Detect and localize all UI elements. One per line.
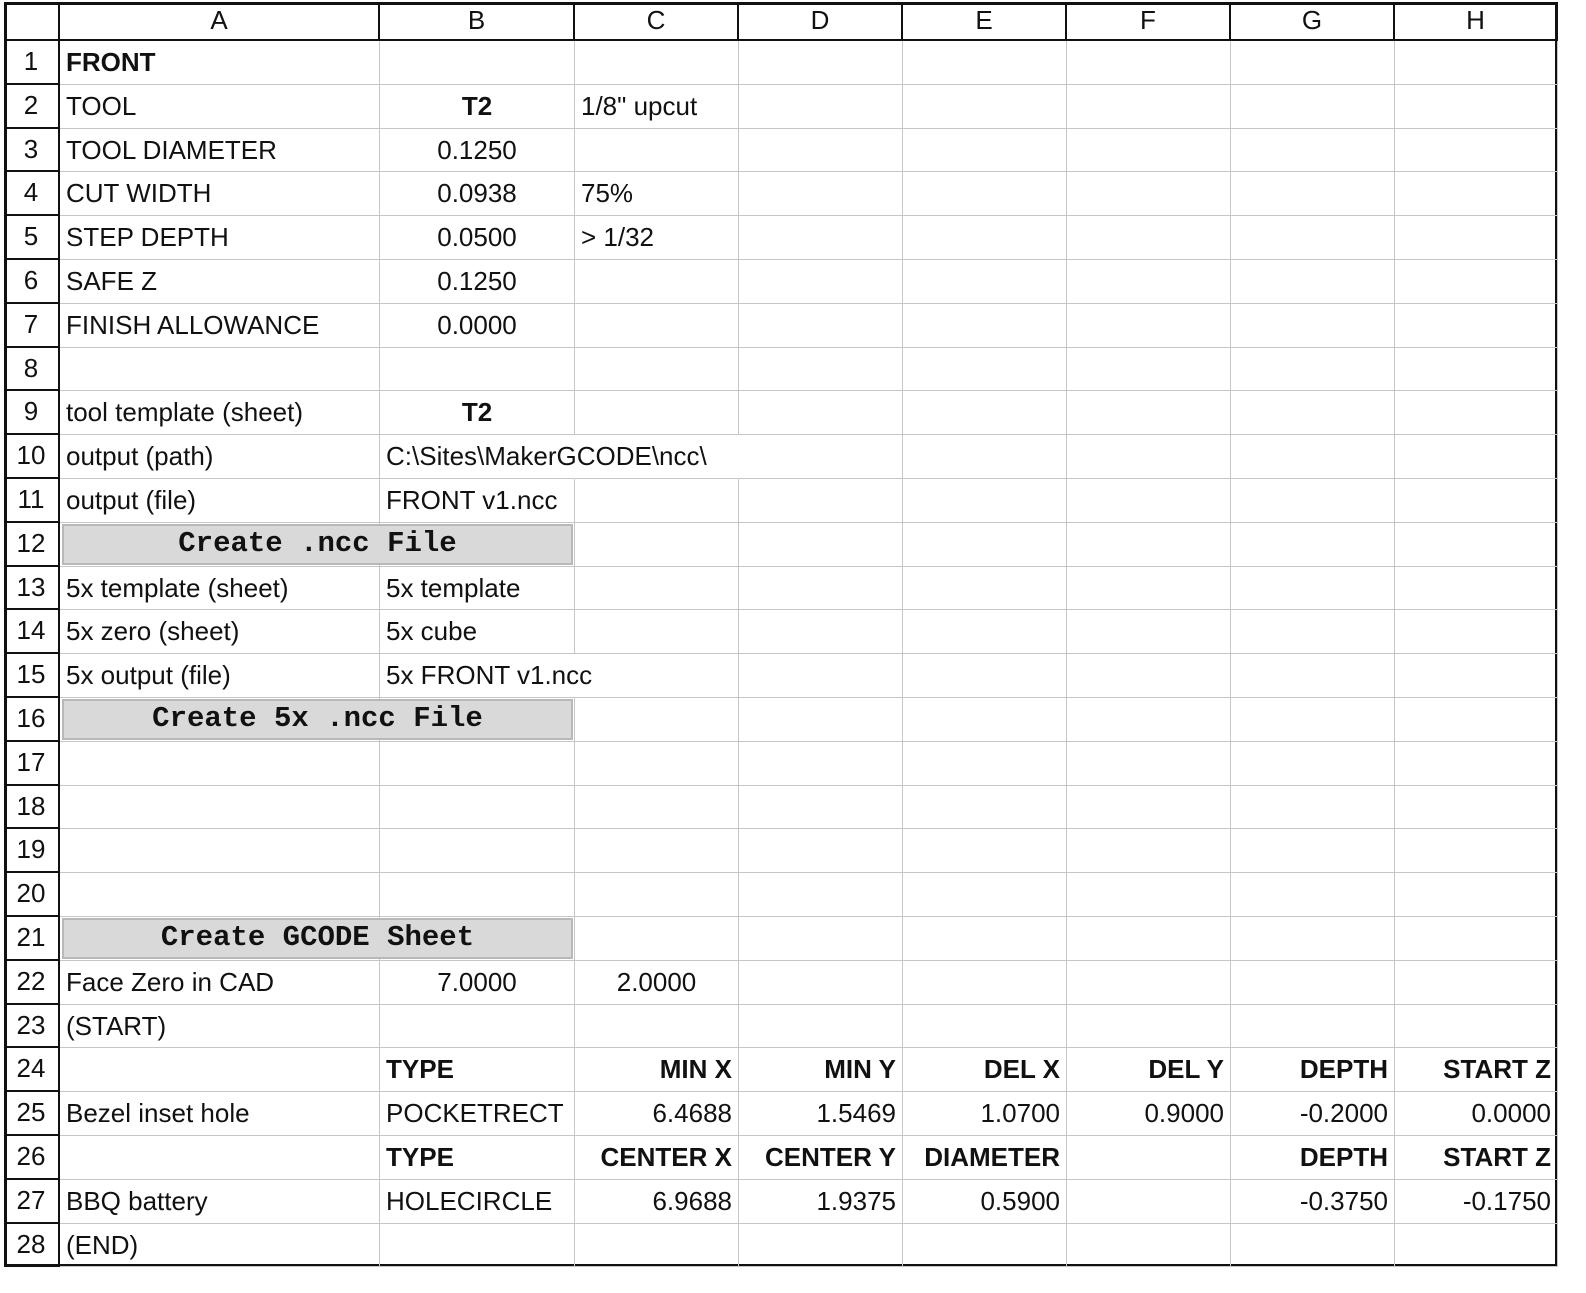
cell-E5[interactable] xyxy=(903,216,1067,260)
cell-C14[interactable] xyxy=(575,610,739,654)
cell-B3[interactable]: 0.1250 xyxy=(380,129,575,173)
cell-C8[interactable] xyxy=(575,348,739,392)
cell-C7[interactable] xyxy=(575,304,739,348)
cell-B22[interactable]: 7.0000 xyxy=(380,961,575,1005)
row-header-12[interactable]: 12 xyxy=(4,523,60,567)
cell-D5[interactable] xyxy=(739,216,903,260)
cell-E26[interactable]: DIAMETER xyxy=(903,1136,1067,1180)
cell-F6[interactable] xyxy=(1067,260,1231,304)
cell-E14[interactable] xyxy=(903,610,1067,654)
cell-E1[interactable] xyxy=(903,41,1067,85)
cell-B17[interactable] xyxy=(380,742,575,786)
cell-A23[interactable]: (START) xyxy=(60,1005,380,1049)
cell-A18[interactable] xyxy=(60,786,380,830)
cell-F20[interactable] xyxy=(1067,873,1231,917)
cell-F25[interactable]: 0.9000 xyxy=(1067,1092,1231,1136)
cell-D13[interactable] xyxy=(739,567,903,611)
cell-G20[interactable] xyxy=(1231,873,1395,917)
cell-H16[interactable] xyxy=(1395,698,1558,742)
cell-G4[interactable] xyxy=(1231,172,1395,216)
cell-D21[interactable] xyxy=(739,917,903,961)
cell-H25[interactable]: 0.0000 xyxy=(1395,1092,1558,1136)
cell-B11[interactable]: FRONT v1.ncc xyxy=(380,479,575,523)
cell-H9[interactable] xyxy=(1395,391,1558,435)
cell-F17[interactable] xyxy=(1067,742,1231,786)
cell-C23[interactable] xyxy=(575,1005,739,1049)
cell-A17[interactable] xyxy=(60,742,380,786)
cell-H14[interactable] xyxy=(1395,610,1558,654)
cell-D12[interactable] xyxy=(739,523,903,567)
cell-D24[interactable]: MIN Y xyxy=(739,1048,903,1092)
cell-C3[interactable] xyxy=(575,129,739,173)
row-header-28[interactable]: 28 xyxy=(4,1224,60,1268)
cell-E28[interactable] xyxy=(903,1224,1067,1268)
cell-G27[interactable]: -0.3750 xyxy=(1231,1180,1395,1224)
cell-H7[interactable] xyxy=(1395,304,1558,348)
cell-G9[interactable] xyxy=(1231,391,1395,435)
column-header-C[interactable]: C xyxy=(575,2,739,41)
cell-D9[interactable] xyxy=(739,391,903,435)
cell-C2[interactable]: 1/8" upcut xyxy=(575,85,739,129)
cell-E12[interactable] xyxy=(903,523,1067,567)
cell-A6[interactable]: SAFE Z xyxy=(60,260,380,304)
cell-E22[interactable] xyxy=(903,961,1067,1005)
cell-B6[interactable]: 0.1250 xyxy=(380,260,575,304)
cell-C19[interactable] xyxy=(575,829,739,873)
cell-E27[interactable]: 0.5900 xyxy=(903,1180,1067,1224)
cell-C21[interactable] xyxy=(575,917,739,961)
row-header-2[interactable]: 2 xyxy=(4,85,60,129)
row-header-15[interactable]: 15 xyxy=(4,654,60,698)
row-header-19[interactable]: 19 xyxy=(4,829,60,873)
cell-E24[interactable]: DEL X xyxy=(903,1048,1067,1092)
row-header-25[interactable]: 25 xyxy=(4,1092,60,1136)
cell-D26[interactable]: CENTER Y xyxy=(739,1136,903,1180)
cell-B7[interactable]: 0.0000 xyxy=(380,304,575,348)
cell-B5[interactable]: 0.0500 xyxy=(380,216,575,260)
cell-F18[interactable] xyxy=(1067,786,1231,830)
cell-H1[interactable] xyxy=(1395,41,1558,85)
cell-E19[interactable] xyxy=(903,829,1067,873)
cell-F10[interactable] xyxy=(1067,435,1231,479)
cell-D7[interactable] xyxy=(739,304,903,348)
cell-G8[interactable] xyxy=(1231,348,1395,392)
cell-D3[interactable] xyxy=(739,129,903,173)
cell-F12[interactable] xyxy=(1067,523,1231,567)
cell-F9[interactable] xyxy=(1067,391,1231,435)
cell-G15[interactable] xyxy=(1231,654,1395,698)
row-header-10[interactable]: 10 xyxy=(4,435,60,479)
cell-H27[interactable]: -0.1750 xyxy=(1395,1180,1558,1224)
cell-A22[interactable]: Face Zero in CAD xyxy=(60,961,380,1005)
cell-E25[interactable]: 1.0700 xyxy=(903,1092,1067,1136)
cell-F26[interactable] xyxy=(1067,1136,1231,1180)
cell-E4[interactable] xyxy=(903,172,1067,216)
cell-E17[interactable] xyxy=(903,742,1067,786)
cell-F14[interactable] xyxy=(1067,610,1231,654)
cell-D18[interactable] xyxy=(739,786,903,830)
cell-H21[interactable] xyxy=(1395,917,1558,961)
cell-E6[interactable] xyxy=(903,260,1067,304)
row-header-5[interactable]: 5 xyxy=(4,216,60,260)
cell-C6[interactable] xyxy=(575,260,739,304)
cell-E3[interactable] xyxy=(903,129,1067,173)
select-all-corner[interactable] xyxy=(4,2,60,41)
cell-E21[interactable] xyxy=(903,917,1067,961)
row-header-4[interactable]: 4 xyxy=(4,172,60,216)
cell-F27[interactable] xyxy=(1067,1180,1231,1224)
cell-F4[interactable] xyxy=(1067,172,1231,216)
column-header-G[interactable]: G xyxy=(1231,2,1395,41)
cell-B23[interactable] xyxy=(380,1005,575,1049)
cell-H15[interactable] xyxy=(1395,654,1558,698)
cell-H6[interactable] xyxy=(1395,260,1558,304)
cell-H4[interactable] xyxy=(1395,172,1558,216)
cell-A14[interactable]: 5x zero (sheet) xyxy=(60,610,380,654)
cell-D20[interactable] xyxy=(739,873,903,917)
cell-G7[interactable] xyxy=(1231,304,1395,348)
cell-H10[interactable] xyxy=(1395,435,1558,479)
cell-B20[interactable] xyxy=(380,873,575,917)
column-header-H[interactable]: H xyxy=(1395,2,1558,41)
cell-B2[interactable]: T2 xyxy=(380,85,575,129)
cell-D14[interactable] xyxy=(739,610,903,654)
cell-F1[interactable] xyxy=(1067,41,1231,85)
cell-A25[interactable]: Bezel inset hole xyxy=(60,1092,380,1136)
cell-A7[interactable]: FINISH ALLOWANCE xyxy=(60,304,380,348)
cell-D27[interactable]: 1.9375 xyxy=(739,1180,903,1224)
cell-B9[interactable]: T2 xyxy=(380,391,575,435)
cell-A4[interactable]: CUT WIDTH xyxy=(60,172,380,216)
row-header-11[interactable]: 11 xyxy=(4,479,60,523)
cell-A5[interactable]: STEP DEPTH xyxy=(60,216,380,260)
cell-C18[interactable] xyxy=(575,786,739,830)
cell-C13[interactable] xyxy=(575,567,739,611)
cell-F15[interactable] xyxy=(1067,654,1231,698)
cell-A1[interactable]: FRONT xyxy=(60,41,380,85)
cell-B24[interactable]: TYPE xyxy=(380,1048,575,1092)
cell-B19[interactable] xyxy=(380,829,575,873)
column-header-E[interactable]: E xyxy=(903,2,1067,41)
cell-C17[interactable] xyxy=(575,742,739,786)
create-ncc-file-button[interactable]: Create .ncc File xyxy=(62,524,573,565)
cell-D4[interactable] xyxy=(739,172,903,216)
cell-E8[interactable] xyxy=(903,348,1067,392)
cell-G10[interactable] xyxy=(1231,435,1395,479)
cell-G21[interactable] xyxy=(1231,917,1395,961)
cell-G13[interactable] xyxy=(1231,567,1395,611)
cell-B10[interactable]: C:\Sites\MakerGCODE\ncc\ xyxy=(380,435,575,479)
cell-A2[interactable]: TOOL xyxy=(60,85,380,129)
cell-B13[interactable]: 5x template xyxy=(380,567,575,611)
cell-G12[interactable] xyxy=(1231,523,1395,567)
cell-D15[interactable] xyxy=(739,654,903,698)
row-header-16[interactable]: 16 xyxy=(4,698,60,742)
cell-D1[interactable] xyxy=(739,41,903,85)
cell-G22[interactable] xyxy=(1231,961,1395,1005)
cell-G16[interactable] xyxy=(1231,698,1395,742)
cell-D10[interactable] xyxy=(739,435,903,479)
cell-H28[interactable] xyxy=(1395,1224,1558,1268)
cell-B18[interactable] xyxy=(380,786,575,830)
cell-A13[interactable]: 5x template (sheet) xyxy=(60,567,380,611)
cell-C12[interactable] xyxy=(575,523,739,567)
cell-F5[interactable] xyxy=(1067,216,1231,260)
cell-G5[interactable] xyxy=(1231,216,1395,260)
cell-H19[interactable] xyxy=(1395,829,1558,873)
cell-G3[interactable] xyxy=(1231,129,1395,173)
row-header-14[interactable]: 14 xyxy=(4,610,60,654)
cell-H23[interactable] xyxy=(1395,1005,1558,1049)
cell-B26[interactable]: TYPE xyxy=(380,1136,575,1180)
row-header-7[interactable]: 7 xyxy=(4,304,60,348)
cell-H13[interactable] xyxy=(1395,567,1558,611)
cell-A3[interactable]: TOOL DIAMETER xyxy=(60,129,380,173)
cell-B25[interactable]: POCKETRECT xyxy=(380,1092,575,1136)
row-header-3[interactable]: 3 xyxy=(4,129,60,173)
column-header-D[interactable]: D xyxy=(739,2,903,41)
create-gcode-sheet-button[interactable]: Create GCODE Sheet xyxy=(62,918,573,959)
cell-B4[interactable]: 0.0938 xyxy=(380,172,575,216)
cell-G26[interactable]: DEPTH xyxy=(1231,1136,1395,1180)
cell-B15[interactable]: 5x FRONT v1.ncc xyxy=(380,654,575,698)
cell-B1[interactable] xyxy=(380,41,575,85)
cell-B27[interactable]: HOLECIRCLE xyxy=(380,1180,575,1224)
cell-B28[interactable] xyxy=(380,1224,575,1268)
cell-C28[interactable] xyxy=(575,1224,739,1268)
cell-A24[interactable] xyxy=(60,1048,380,1092)
cell-H20[interactable] xyxy=(1395,873,1558,917)
cell-H8[interactable] xyxy=(1395,348,1558,392)
cell-C5[interactable]: > 1/32 xyxy=(575,216,739,260)
cell-A26[interactable] xyxy=(60,1136,380,1180)
cell-C26[interactable]: CENTER X xyxy=(575,1136,739,1180)
create-5x-ncc-file-button[interactable]: Create 5x .ncc File xyxy=(62,699,573,740)
cell-A8[interactable] xyxy=(60,348,380,392)
row-header-17[interactable]: 17 xyxy=(4,742,60,786)
cell-H18[interactable] xyxy=(1395,786,1558,830)
cell-C11[interactable] xyxy=(575,479,739,523)
cell-C1[interactable] xyxy=(575,41,739,85)
cell-E2[interactable] xyxy=(903,85,1067,129)
cell-B8[interactable] xyxy=(380,348,575,392)
row-header-6[interactable]: 6 xyxy=(4,260,60,304)
cell-D25[interactable]: 1.5469 xyxy=(739,1092,903,1136)
cell-C20[interactable] xyxy=(575,873,739,917)
cell-C9[interactable] xyxy=(575,391,739,435)
column-header-A[interactable]: A xyxy=(60,2,380,41)
cell-B14[interactable]: 5x cube xyxy=(380,610,575,654)
row-header-24[interactable]: 24 xyxy=(4,1048,60,1092)
cell-A27[interactable]: BBQ battery xyxy=(60,1180,380,1224)
cell-H22[interactable] xyxy=(1395,961,1558,1005)
row-header-20[interactable]: 20 xyxy=(4,873,60,917)
cell-D23[interactable] xyxy=(739,1005,903,1049)
cell-E18[interactable] xyxy=(903,786,1067,830)
cell-A15[interactable]: 5x output (file) xyxy=(60,654,380,698)
cell-F3[interactable] xyxy=(1067,129,1231,173)
cell-G1[interactable] xyxy=(1231,41,1395,85)
cell-H3[interactable] xyxy=(1395,129,1558,173)
cell-C24[interactable]: MIN X xyxy=(575,1048,739,1092)
cell-A20[interactable] xyxy=(60,873,380,917)
cell-G6[interactable] xyxy=(1231,260,1395,304)
cell-D22[interactable] xyxy=(739,961,903,1005)
cell-C4[interactable]: 75% xyxy=(575,172,739,216)
cell-G19[interactable] xyxy=(1231,829,1395,873)
row-header-23[interactable]: 23 xyxy=(4,1005,60,1049)
cell-G23[interactable] xyxy=(1231,1005,1395,1049)
cell-F28[interactable] xyxy=(1067,1224,1231,1268)
cell-H5[interactable] xyxy=(1395,216,1558,260)
cell-A19[interactable] xyxy=(60,829,380,873)
cell-A10[interactable]: output (path) xyxy=(60,435,380,479)
cell-E13[interactable] xyxy=(903,567,1067,611)
cell-F11[interactable] xyxy=(1067,479,1231,523)
cell-F2[interactable] xyxy=(1067,85,1231,129)
row-header-13[interactable]: 13 xyxy=(4,567,60,611)
cell-G14[interactable] xyxy=(1231,610,1395,654)
cell-F24[interactable]: DEL Y xyxy=(1067,1048,1231,1092)
cell-G25[interactable]: -0.2000 xyxy=(1231,1092,1395,1136)
cell-E9[interactable] xyxy=(903,391,1067,435)
row-header-22[interactable]: 22 xyxy=(4,961,60,1005)
cell-G11[interactable] xyxy=(1231,479,1395,523)
cell-D11[interactable] xyxy=(739,479,903,523)
cell-G18[interactable] xyxy=(1231,786,1395,830)
cell-E20[interactable] xyxy=(903,873,1067,917)
column-header-B[interactable]: B xyxy=(380,2,575,41)
cell-A9[interactable]: tool template (sheet) xyxy=(60,391,380,435)
row-header-1[interactable]: 1 xyxy=(4,41,60,85)
cell-C15[interactable] xyxy=(575,654,739,698)
row-header-8[interactable]: 8 xyxy=(4,348,60,392)
cell-E7[interactable] xyxy=(903,304,1067,348)
cell-D6[interactable] xyxy=(739,260,903,304)
cell-D16[interactable] xyxy=(739,698,903,742)
row-header-27[interactable]: 27 xyxy=(4,1180,60,1224)
cell-A28[interactable]: (END) xyxy=(60,1224,380,1268)
cell-E23[interactable] xyxy=(903,1005,1067,1049)
cell-D28[interactable] xyxy=(739,1224,903,1268)
cell-C16[interactable] xyxy=(575,698,739,742)
cell-G24[interactable]: DEPTH xyxy=(1231,1048,1395,1092)
row-header-9[interactable]: 9 xyxy=(4,391,60,435)
cell-H11[interactable] xyxy=(1395,479,1558,523)
cell-E15[interactable] xyxy=(903,654,1067,698)
cell-H2[interactable] xyxy=(1395,85,1558,129)
cell-H17[interactable] xyxy=(1395,742,1558,786)
cell-E11[interactable] xyxy=(903,479,1067,523)
cell-F19[interactable] xyxy=(1067,829,1231,873)
cell-G28[interactable] xyxy=(1231,1224,1395,1268)
column-header-F[interactable]: F xyxy=(1067,2,1231,41)
row-header-26[interactable]: 26 xyxy=(4,1136,60,1180)
cell-G2[interactable] xyxy=(1231,85,1395,129)
row-header-18[interactable]: 18 xyxy=(4,786,60,830)
cell-D17[interactable] xyxy=(739,742,903,786)
cell-H26[interactable]: START Z xyxy=(1395,1136,1558,1180)
cell-F22[interactable] xyxy=(1067,961,1231,1005)
cell-D8[interactable] xyxy=(739,348,903,392)
cell-F7[interactable] xyxy=(1067,304,1231,348)
cell-F23[interactable] xyxy=(1067,1005,1231,1049)
cell-D19[interactable] xyxy=(739,829,903,873)
row-header-21[interactable]: 21 xyxy=(4,917,60,961)
cell-F16[interactable] xyxy=(1067,698,1231,742)
cell-F8[interactable] xyxy=(1067,348,1231,392)
cell-H12[interactable] xyxy=(1395,523,1558,567)
cell-D2[interactable] xyxy=(739,85,903,129)
cell-G17[interactable] xyxy=(1231,742,1395,786)
cell-H24[interactable]: START Z xyxy=(1395,1048,1558,1092)
cell-F21[interactable] xyxy=(1067,917,1231,961)
cell-E10[interactable] xyxy=(903,435,1067,479)
cell-C27[interactable]: 6.9688 xyxy=(575,1180,739,1224)
cell-C25[interactable]: 6.4688 xyxy=(575,1092,739,1136)
cell-A11[interactable]: output (file) xyxy=(60,479,380,523)
cell-C22[interactable]: 2.0000 xyxy=(575,961,739,1005)
cell-E16[interactable] xyxy=(903,698,1067,742)
cell-F13[interactable] xyxy=(1067,567,1231,611)
